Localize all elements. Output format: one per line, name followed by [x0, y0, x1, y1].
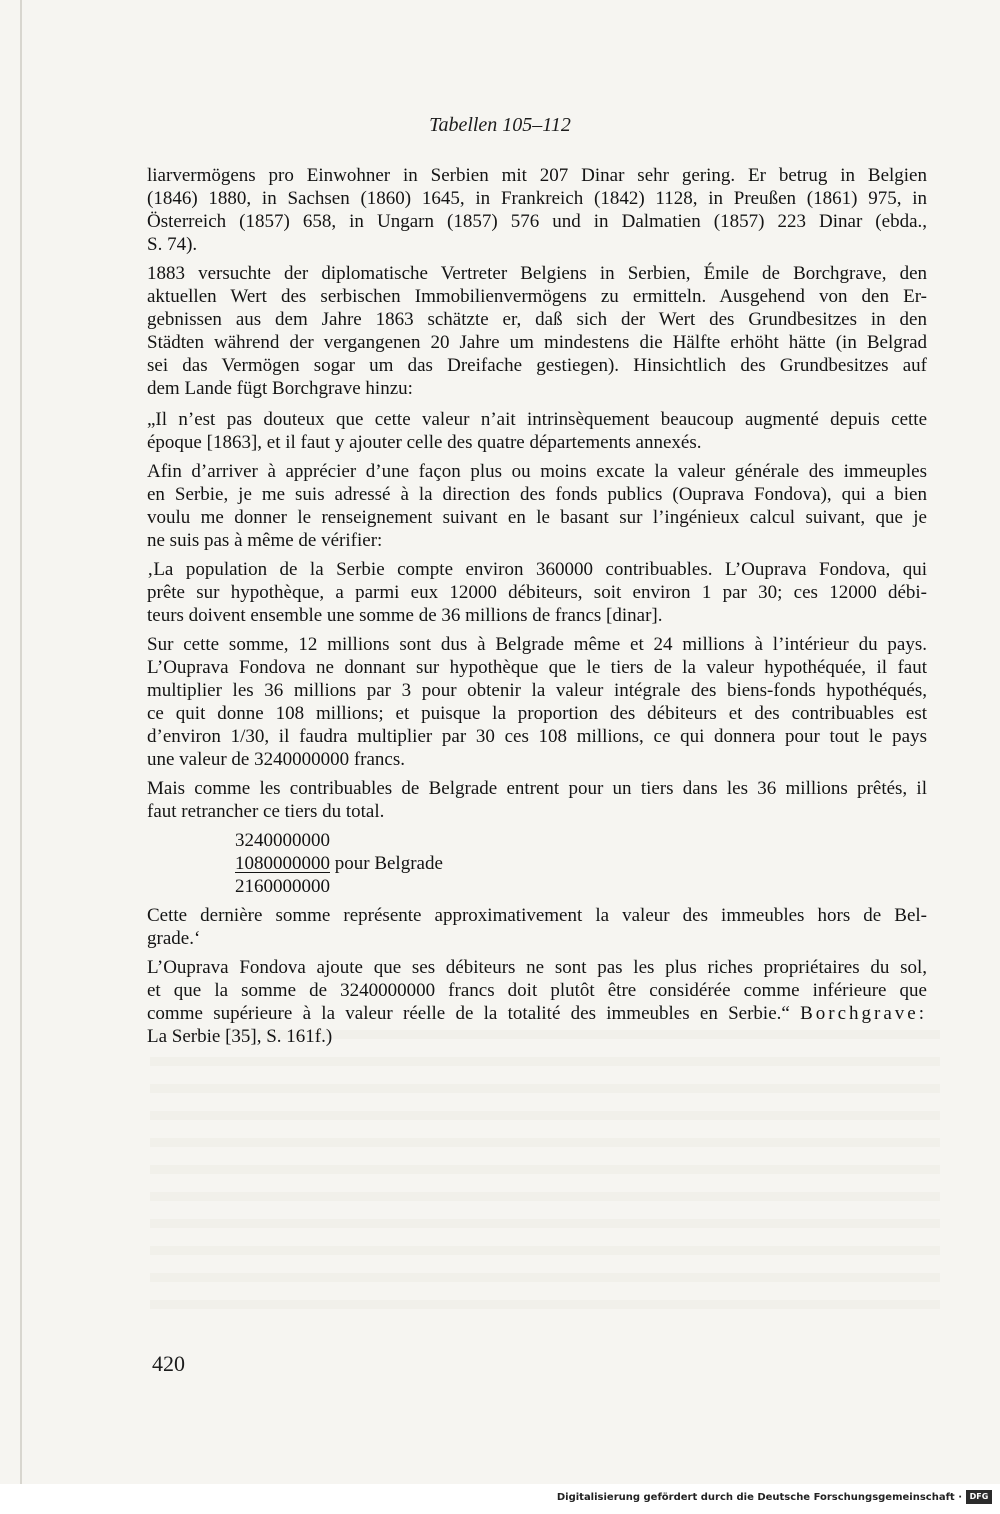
text-line: L’Ouprava Fondova ajoute que ses débiteurs ne sont pas les plus riches propriétaires du sol, [147, 957, 927, 978]
text-line: Afin d’arriver à apprécier d’une façon plus ou moins excate la valeur générale des immeuples [147, 461, 927, 482]
quote-paragraph-4 [147, 633, 927, 771]
text-line: et que la somme de 3240000000 francs doit plutôt être considérée comme inférieure que [147, 980, 927, 1001]
text-line: dem Lande fügt Borchgrave hinzu: [147, 378, 413, 399]
page-edge [20, 0, 22, 1484]
calculation-total: 3240000000 [235, 830, 330, 851]
calculation-belgrade: 1080000000 [235, 853, 330, 874]
calculation-belgrade-label: pour Belgrade [334, 853, 443, 874]
citation-source: La Serbie [35], S. 161f.) [147, 1026, 333, 1047]
text-line: 1883 versuchte der diplomatische Vertreter Belgiens in Serbien, Émile de Borchgrave, den [147, 263, 927, 284]
text-line: prête sur hypothèque, a parmi eux 12000 débiteurs, soit environ 1 par 30; ces 12000 débi- [147, 582, 927, 603]
text-line: d’environ 1/30, il faudra multiplier par 30 ces 108 millions, ce qui donnera pour tout le pays [147, 726, 927, 747]
text-line: „Il n’est pas douteux que cette valeur n’ait intrinsèquement beaucoup augmenté depuis cette [147, 409, 927, 430]
quote-paragraph-6 [147, 904, 927, 950]
text-line: Sur cette somme, 12 millions sont dus à Belgrade même et 24 millions à l’intérieur du pays. [147, 634, 927, 655]
text-line: S. 74). [147, 234, 198, 255]
text-line-with-citation [147, 1002, 927, 1025]
text-line: gebnissen aus dem Jahre 1863 schätzte er, daß sich der Wert des Grundbesitzes in den [147, 309, 927, 330]
text-line: faut retrancher ce tiers du total. [147, 801, 385, 822]
dfg-logo: DFG [966, 1490, 992, 1504]
paragraph-1 [147, 164, 927, 256]
text-line: Mais comme les contribuables de Belgrade entrent pour un tiers dans les 36 millions prêtés, il [147, 778, 927, 799]
text-line: Cette dernière somme représente approximativement la valeur des immeubles hors de Bel- [147, 905, 927, 926]
quote-paragraph-2 [147, 460, 927, 552]
text-line: en Serbie, je me suis adressé à la direction des fonds publics (Ouprava Fondova), qui a bien [147, 484, 927, 505]
text-line: voulu me donner le renseignement suivant en le basant sur l’ingénieux calcul suivant, que je [147, 507, 927, 528]
body-text [147, 164, 927, 1054]
text-line: Österreich (1857) 658, in Ungarn (1857) 576 und in Dalmatien (1857) 223 Dinar (ebda., [147, 211, 927, 232]
footer-bar [0, 1484, 1000, 1514]
page-number: 420 [152, 1351, 185, 1376]
footer-credit: Digitalisierung gefördert durch die Deutsche Forschungsgemeinschaft · [556, 1492, 962, 1503]
text-line: L’Ouprava Fondova ne donnant sur hypothèque que le tiers de la valeur hypothéquée, il faut [147, 657, 927, 678]
calculation-subtraction-row [235, 852, 927, 875]
text-line: ce quit donne 108 millions; et puisque la proportion des débiteurs et des contribuables est [147, 703, 927, 724]
quote-paragraph-7 [147, 956, 927, 1048]
text-line: époque [1863], et il faut y ajouter celle des quatre départements annexés. [147, 432, 702, 453]
citation-author: Borchgrave: [800, 1003, 928, 1024]
paragraph-2 [147, 262, 927, 400]
quote-paragraph-1 [147, 408, 927, 454]
text-line: Städten während der vergangenen 20 Jahre um mindestens die Hälfte erhöht hätte (in Belgrad [147, 332, 927, 353]
quote-paragraph-3 [147, 558, 927, 627]
text-line: (1846) 1880, in Sachsen (1860) 1645, in Frankreich (1842) 1128, in Preußen (1861) 975, in [147, 188, 927, 209]
bleed-through [150, 1030, 940, 1320]
text-line: liarvermögens pro Einwohner in Serbien mit 207 Dinar sehr gering. Er betrug in Belgien [147, 165, 927, 186]
text-line: ‚La population de la Serbie compte environ 360000 contribuables. L’Ouprava Fondova, qui [147, 559, 927, 580]
text-line: grade.‘ [147, 928, 201, 949]
calculation-result: 2160000000 [235, 876, 330, 897]
text-line: multiplier les 36 millions par 3 pour obtenir la valeur intégrale des biens-fonds hypothéqués, [147, 680, 927, 701]
text-line: sei das Vermögen sogar um das Dreifache gestiegen). Hinsichtlich des Grundbesitzes auf [147, 355, 927, 376]
quote-paragraph-5 [147, 777, 927, 823]
text-line: aktuellen Wert des serbischen Immobilienvermögens zu ermitteln. Ausgehend von den Er- [147, 286, 927, 307]
text-line: ne suis pas à même de vérifier: [147, 530, 383, 551]
calculation-block [235, 829, 927, 898]
text-line-segment: comme supérieure à la valeur réelle de la totalité des immeubles en Serbie.“ [147, 1003, 790, 1024]
text-line: une valeur de 3240000000 francs. [147, 749, 406, 770]
text-line: teurs doivent ensemble une somme de 36 millions de francs [dinar]. [147, 605, 663, 626]
running-head: Tabellen 105–112 [429, 114, 571, 136]
